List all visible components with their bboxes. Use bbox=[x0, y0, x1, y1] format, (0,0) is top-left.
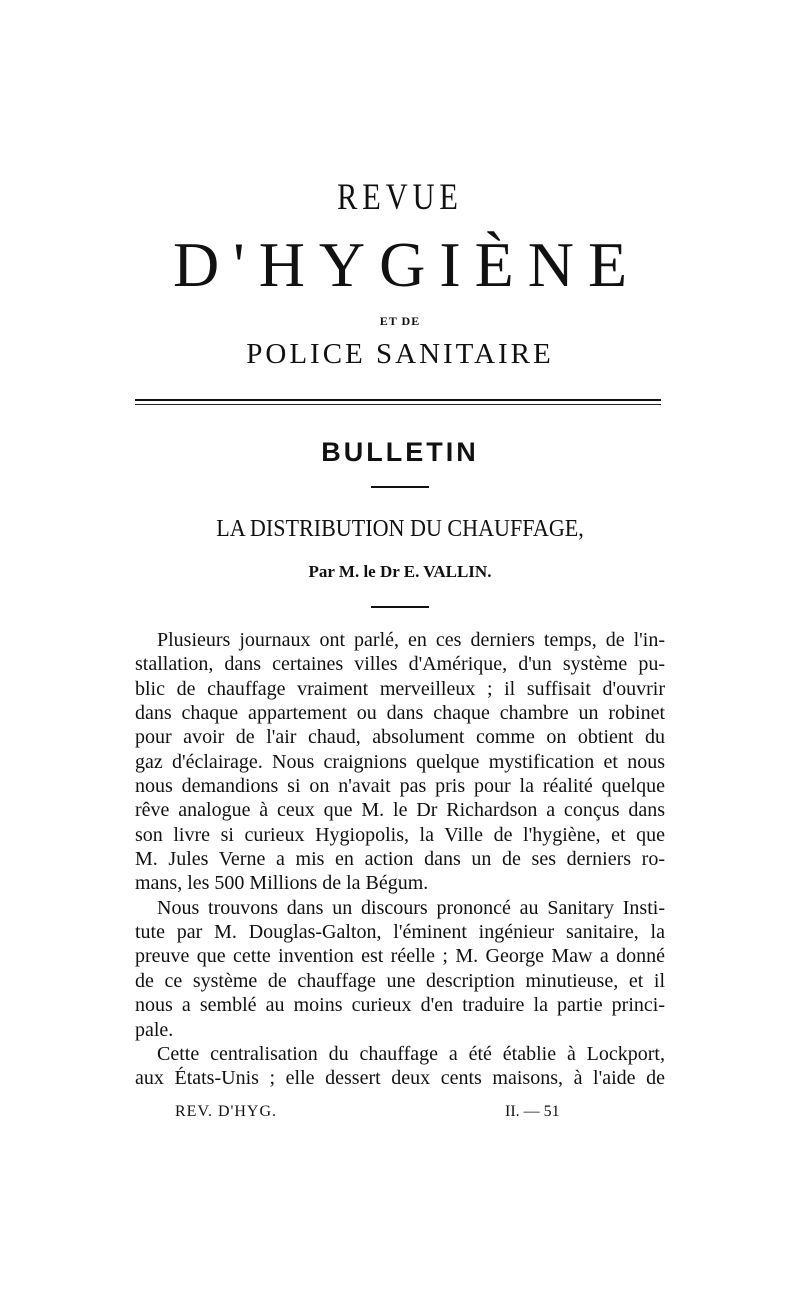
body-line: pale. bbox=[135, 1018, 174, 1041]
body-line: tute par M. Douglas-Galton, l'éminent ingénieur sanitaire, la bbox=[135, 921, 665, 944]
body-line: Plusieurs journaux ont parlé, en ces derniers temps, de l'in- bbox=[157, 629, 665, 651]
body-line: gaz d'éclairage. Nous craignions quelque mystification et nous bbox=[135, 750, 665, 773]
body-line: rêve analogue à ceux que M. le Dr Richardson a conçus dans bbox=[135, 799, 665, 822]
header-divider bbox=[135, 399, 661, 401]
body-line: pour avoir de l'air chaud, absolument comme on obtient du bbox=[135, 726, 665, 749]
body-line: nous a semblé au moins curieux d'en traduire la partie princi- bbox=[135, 994, 665, 1017]
body-line: son livre si curieux Hygiopolis, la Ville de l'hygiène, et que bbox=[135, 823, 665, 846]
footer-journal-abbrev: REV. D'HYG. bbox=[175, 1103, 278, 1120]
article-body bbox=[135, 628, 665, 1091]
journal-title-hygiene: D'HYGIÈNE bbox=[172, 229, 642, 300]
body-line: de ce système de chauffage une description minutieuse, et il bbox=[135, 969, 665, 992]
body-line: nous demandions si on n'avait pas pris pour la réalité quelque bbox=[135, 775, 665, 798]
journal-title-et-de: ET DE bbox=[379, 314, 421, 328]
body-line: M. Jules Verne a mis en action dans un de ses derniers ro- bbox=[135, 848, 665, 871]
journal-title-police-sanitaire: POLICE SANITAIRE bbox=[246, 338, 554, 370]
body-line: stallation, dans certaines villes d'Amérique, d'un système pu- bbox=[135, 653, 665, 676]
section-heading: BULLETIN bbox=[321, 437, 479, 467]
body-line: blic de chauffage vraiment merveilleux ; il suffisait d'ouvrir bbox=[135, 677, 665, 700]
body-line: preuve que cette invention est réelle ; M. George Maw a donné bbox=[135, 945, 665, 968]
body-line: dans chaque appartement ou dans chaque chambre un robinet bbox=[135, 702, 665, 725]
section-divider bbox=[371, 486, 429, 488]
body-line: Nous trouvons dans un discours prononcé au Sanitary Insti- bbox=[157, 896, 665, 919]
header-divider-thin bbox=[135, 404, 661, 405]
footer-page-number: II. — 51 bbox=[505, 1103, 560, 1120]
body-line: mans, les 500 Millions de la Bégum. bbox=[135, 872, 429, 895]
body-line: aux États-Unis ; elle dessert deux cents maisons, à l'aide de bbox=[135, 1067, 665, 1090]
author-divider bbox=[371, 606, 429, 608]
article-title: LA DISTRIBUTION DU CHAUFFAGE, bbox=[216, 516, 584, 542]
article-author: Par M. le Dr E. VALLIN. bbox=[308, 562, 492, 581]
body-line: Cette centralisation du chauffage a été établie à Lockport, bbox=[157, 1042, 665, 1065]
journal-title-revue: REVUE bbox=[337, 177, 463, 218]
